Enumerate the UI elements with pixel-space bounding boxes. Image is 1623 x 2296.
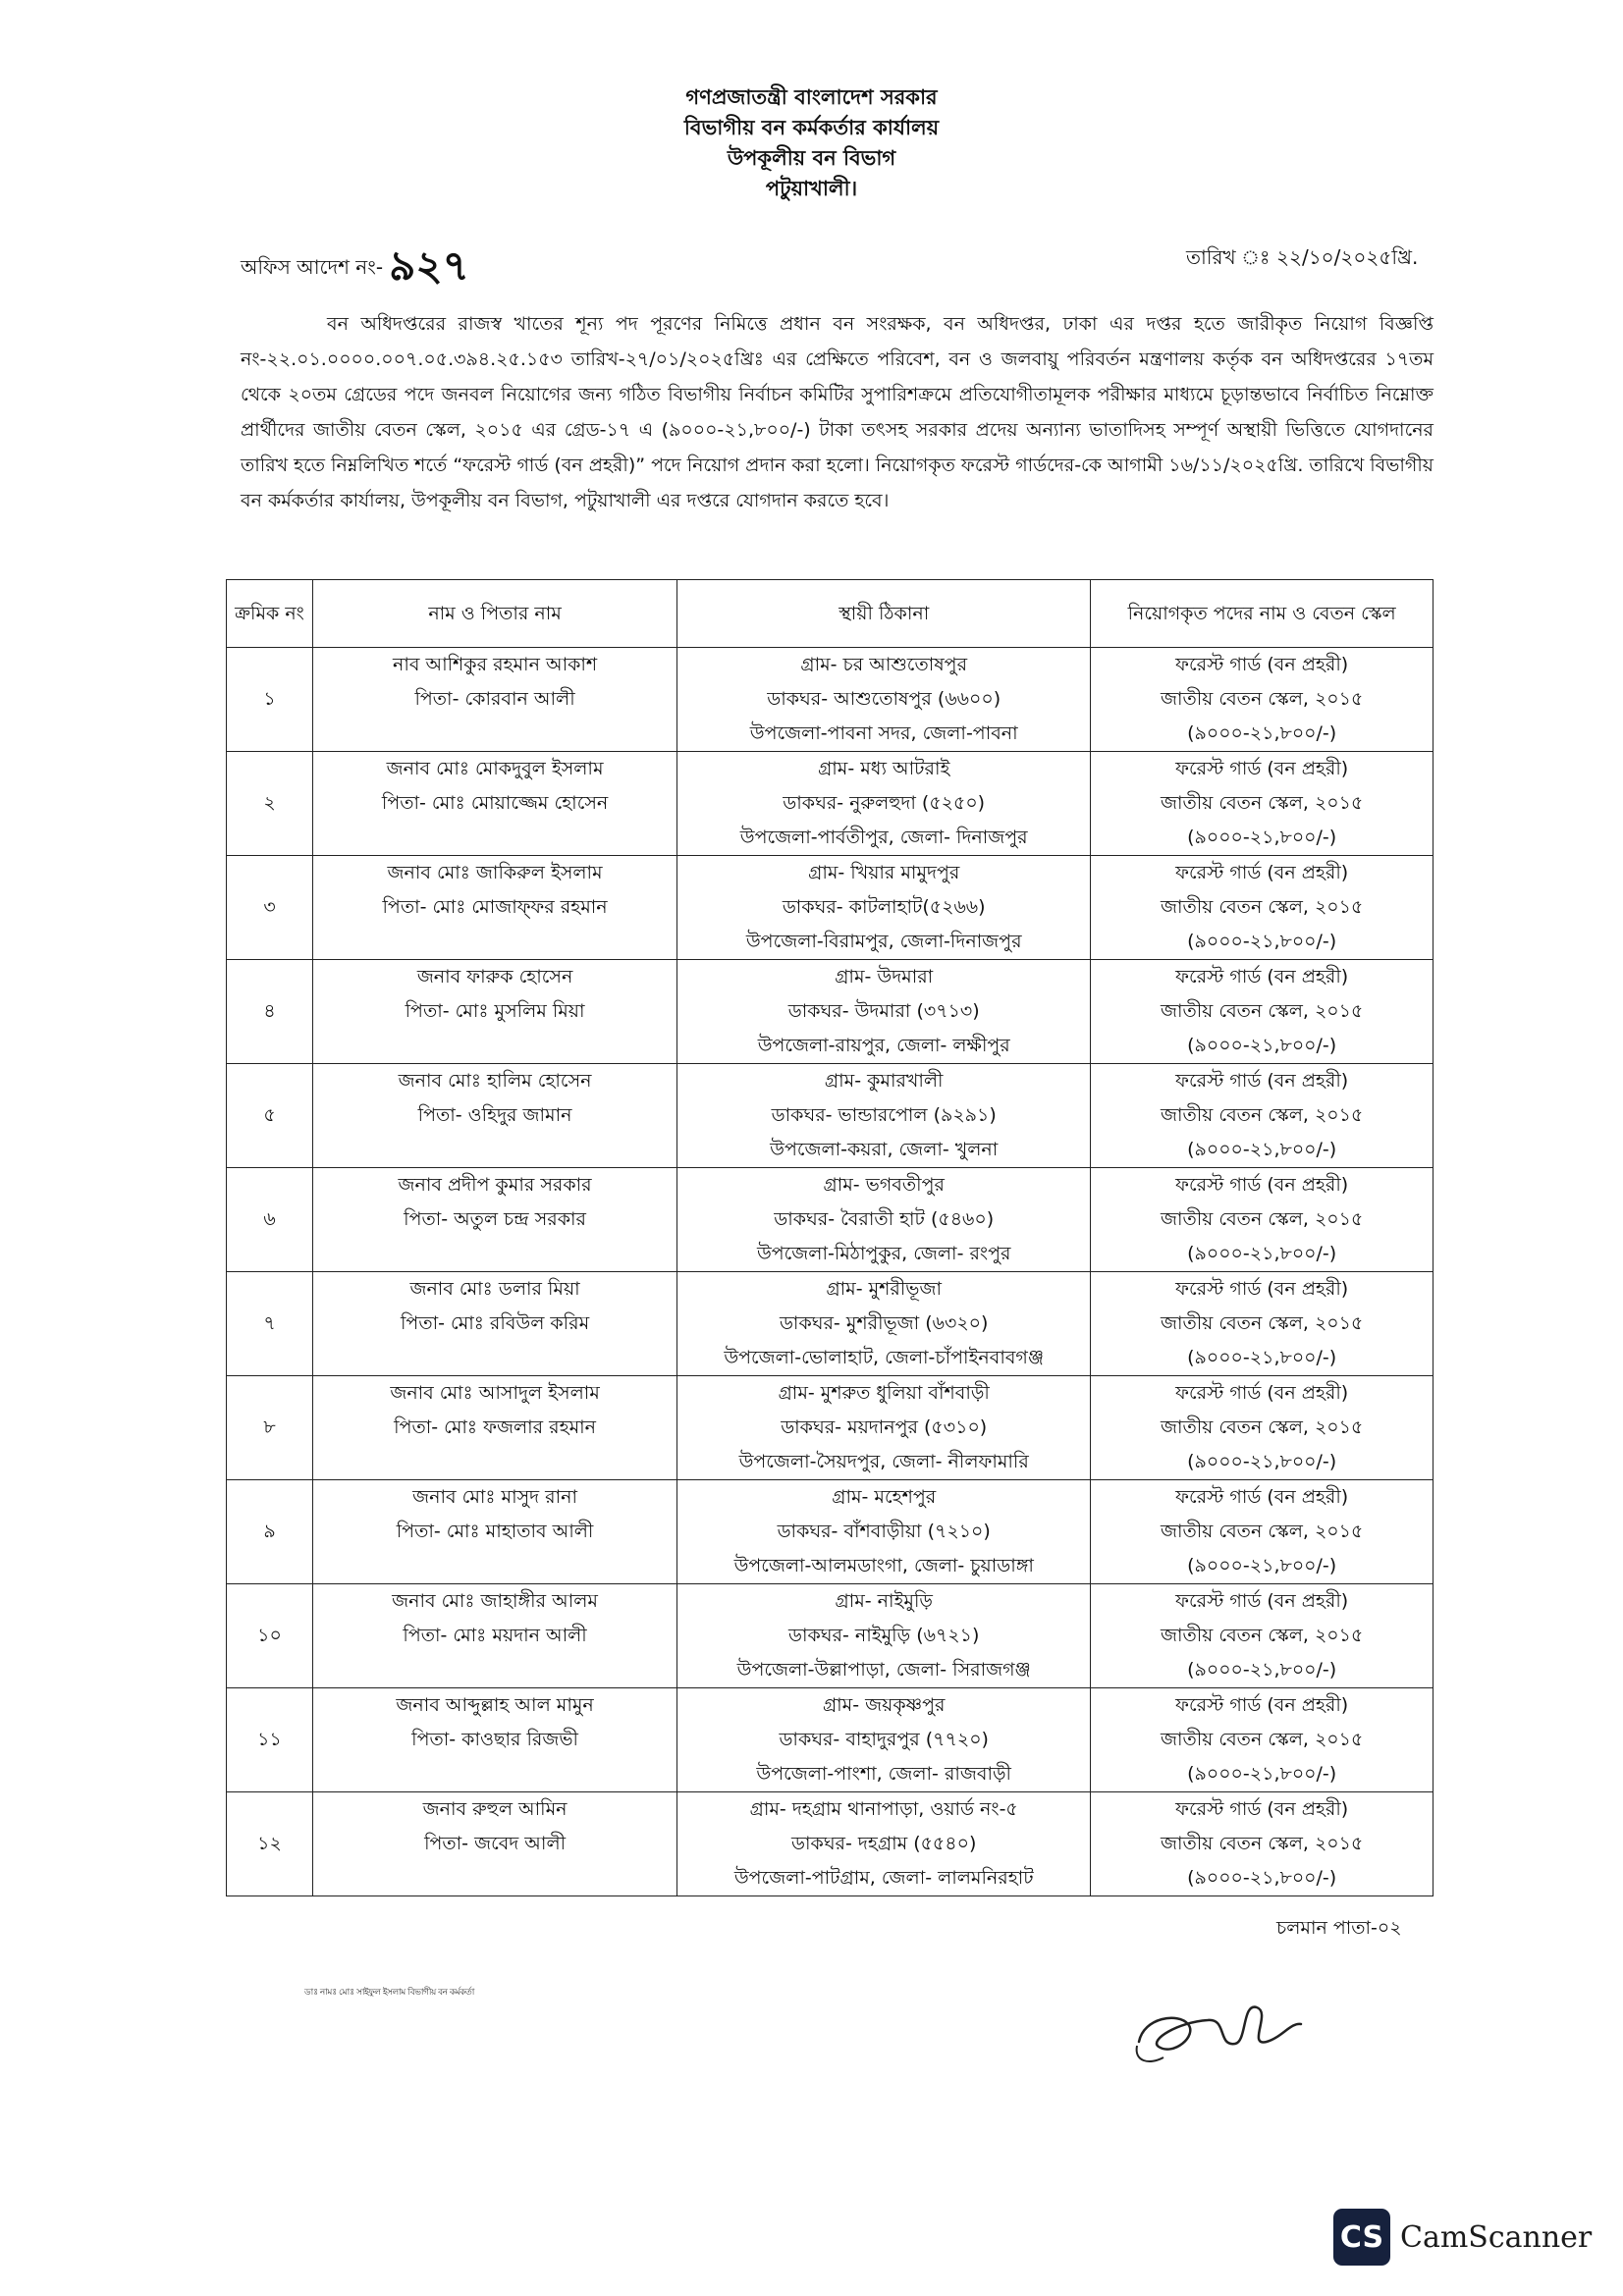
pay-range: (৯০০০-২১,৮০০/-) [1187,1867,1337,1889]
header-name: নাম ও পিতার নাম [313,580,677,648]
address-village: গ্রাম- মুশরুত ধুলিয়া বাঁশবাড়ী [778,1382,990,1404]
serial-number: ৭ [263,1312,276,1334]
father-name: পিতা- মোঃ ফজলার রহমান [394,1416,596,1438]
candidate-name: জনাব মোঃ জাহাঙ্গীর আলম [392,1590,598,1612]
table-row [227,1272,1434,1376]
name-cell [313,960,677,1064]
table-row [227,648,1434,752]
table-row [227,1792,1434,1896]
stamp-text: ডাঃ নামঃ মোঃ সাইফুল ইসলাম বিভাগীয় বন কর্মকর্তা [304,1988,474,1998]
name-cell [313,1272,677,1376]
address-cell [677,752,1091,856]
name-cell [313,1584,677,1688]
address-upazila: উপজেলা-মিঠাপুকুর, জেলা- রংপুর [756,1243,1011,1264]
address-post: ডাকঘর- মুশরীভূজা (৬৩২০) [779,1312,989,1334]
father-name: পিতা- মোঃ মোজাফ্‌ফর রহমান [382,896,608,918]
address-cell [677,1168,1091,1272]
father-name: পিতা- অতুল চন্দ্র সরকার [404,1208,586,1230]
father-name: পিতা- কাওছার রিজভী [411,1729,578,1750]
table-row [227,1688,1434,1792]
candidate-name: জনাব ফারুক হোসেন [416,966,573,988]
continued-page-note: চলমান পাতা-০২ [1276,1917,1402,1939]
name-cell [313,1168,677,1272]
address-post: ডাকঘর- উদমারা (৩৭১৩) [787,1000,980,1022]
address-upazila: উপজেলা-পাবনা সদর, জেলা-পাবনা [749,722,1018,744]
father-name: পিতা- জবেদ আলী [424,1833,567,1854]
serial-cell [227,1584,313,1688]
serial-number: ১০ [257,1625,282,1646]
pay-range: (৯০০০-২১,৮০০/-) [1187,1555,1337,1576]
camscanner-label: CamScanner [1400,2219,1593,2255]
candidate-name: জনাব রুহুল আমিন [422,1798,568,1820]
address-village: গ্রাম- মুশরীভূজা [826,1278,942,1300]
pay-scale: জাতীয় বেতন স্কেল, ২০১৫ [1160,1208,1364,1230]
division-name: উপকূলীয় বন বিভাগ [727,146,896,170]
pay-range: (৯০০০-২১,৮০০/-) [1187,722,1337,744]
address-post: ডাকঘর- বৈরাতী হাট (৫৪৬০) [774,1208,995,1230]
father-name: পিতা- মোঃ মোয়াজ্জেম হোসেন [381,792,609,814]
header-post-scale: নিয়োগকৃত পদের নাম ও বেতন স্কেল [1091,580,1434,648]
post-cell [1091,856,1434,960]
serial-cell [227,648,313,752]
address-post: ডাকঘর- নুরুলহুদা (৫২৫০) [783,792,986,814]
address-upazila: উপজেলা-উল্লাপাড়া, জেলা- সিরাজগঞ্জ [736,1659,1031,1681]
pay-range: (৯০০০-২১,৮০০/-) [1187,931,1337,952]
pay-scale: জাতীয় বেতন স্কেল, ২০১৫ [1160,1521,1364,1542]
serial-cell [227,1272,313,1376]
location-name: পটুয়াখালী। [765,177,858,200]
candidate-name: জনাব মোঃ জাকিরুল ইসলাম [387,862,603,883]
candidate-name: জনাব মোঃ ডলার মিয়া [409,1278,580,1300]
address-upazila: উপজেলা-বিরামপুর, জেলা-দিনাজপুর [745,931,1022,952]
address-upazila: উপজেলা-ভোলাহাট, জেলা-চাঁপাইনবাবগঞ্জ [724,1347,1045,1368]
serial-number: ৩ [263,896,276,918]
address-cell [677,960,1091,1064]
table-row [227,1064,1434,1168]
pay-scale: জাতীয় বেতন স্কেল, ২০১৫ [1160,1104,1364,1126]
serial-cell [227,752,313,856]
serial-cell [227,1688,313,1792]
father-name: পিতা- মোঃ ময়দান আলী [403,1625,587,1646]
pay-scale: জাতীয় বেতন স্কেল, ২০১৫ [1160,1416,1364,1438]
address-village: গ্রাম- জয়কৃষ্ণপুর [822,1694,946,1716]
name-cell [313,1480,677,1584]
pay-scale: জাতীয় বেতন স্কেল, ২০১৫ [1160,1312,1364,1334]
candidate-name: জনাব আব্দুল্লাহ আল মামুন [396,1694,594,1716]
address-post: ডাকঘর- ময়দানপুর (৫৩১০) [781,1416,988,1438]
address-village: গ্রাম- ভগবতীপুর [823,1174,945,1196]
letterhead [0,82,1623,204]
father-name: পিতা- মোঃ মাহাতাব আলী [396,1521,594,1542]
pay-scale: জাতীয় বেতন স্কেল, ২০১৫ [1160,1000,1364,1022]
serial-number: ৪ [263,1000,276,1022]
post-cell [1091,1792,1434,1896]
father-name: পিতা- ওহিদুর জামান [417,1104,572,1126]
office-name: বিভাগীয় বন কর্মকর্তার কার্যালয় [683,116,940,139]
serial-cell [227,1376,313,1480]
address-upazila: উপজেলা-কয়রা, জেলা- খুলনা [770,1139,999,1160]
pay-range: (৯০০০-২১,৮০০/-) [1187,1451,1337,1472]
name-cell [313,1688,677,1792]
pay-scale: জাতীয় বেতন স্কেল, ২০১৫ [1160,1833,1364,1854]
pay-scale: জাতীয় বেতন স্কেল, ২০১৫ [1160,896,1364,918]
table-row [227,752,1434,856]
candidate-name: জনাব মোঃ আসাদুল ইসলাম [390,1382,600,1404]
table-row [227,1480,1434,1584]
address-cell [677,1584,1091,1688]
post-cell [1091,648,1434,752]
address-upazila: উপজেলা-সৈয়দপুর, জেলা- নীলফামারি [738,1451,1029,1472]
serial-cell [227,1168,313,1272]
address-upazila: উপজেলা-পার্বতীপুর, জেলা- দিনাজপুর [739,827,1028,848]
post-cell [1091,1480,1434,1584]
post-cell [1091,1584,1434,1688]
order-label: অফিস আদেশ নং- [241,255,384,279]
office-order-number [241,234,469,303]
father-name: পিতা- মোঃ মুসলিম মিয়া [405,1000,585,1022]
candidate-name: জনাব মোঃ মাসুদ রানা [412,1486,577,1508]
post-cell [1091,1064,1434,1168]
address-post: ডাকঘর- নাইমুড়ি (৬৭২১) [788,1625,980,1646]
candidate-name: নাব আশিকুর রহমান আকাশ [392,654,598,675]
pay-scale: জাতীয় বেতন স্কেল, ২০১৫ [1160,688,1364,710]
serial-number: ২ [263,792,276,814]
name-cell [313,1792,677,1896]
post-name: ফরেস্ট গার্ড (বন প্রহরী) [1175,758,1349,779]
serial-number: ১ [263,688,276,710]
post-name: ফরেস্ট গার্ড (বন প্রহরী) [1175,1382,1349,1404]
address-village: গ্রাম- খিয়ার মামুদপুর [808,862,960,883]
father-name: পিতা- মোঃ রবিউল করিম [401,1312,590,1334]
name-cell [313,648,677,752]
candidate-name: জনাব প্রদীপ কুমার সরকার [398,1174,592,1196]
post-name: ফরেস্ট গার্ড (বন প্রহরী) [1175,1174,1349,1196]
table-row [227,1168,1434,1272]
address-post: ডাকঘর- ভান্ডারপোল (৯২৯১) [771,1104,997,1126]
post-cell [1091,752,1434,856]
post-cell [1091,960,1434,1064]
table-row [227,960,1434,1064]
pay-range: (৯০০০-২১,৮০০/-) [1187,1763,1337,1785]
camscanner-logo-icon: CS [1333,2209,1390,2266]
address-cell [677,648,1091,752]
serial-cell [227,1064,313,1168]
address-upazila: উপজেলা-পাটগ্রাম, জেলা- লালমনিরহাট [733,1867,1034,1889]
table-row [227,1584,1434,1688]
post-name: ফরেস্ট গার্ড (বন প্রহরী) [1175,654,1349,675]
pay-range: (৯০০০-২১,৮০০/-) [1187,827,1337,848]
pay-scale: জাতীয় বেতন স্কেল, ২০১৫ [1160,1625,1364,1646]
address-upazila: উপজেলা-রায়পুর, জেলা- লক্ষীপুর [757,1035,1010,1056]
pay-range: (৯০০০-২১,৮০০/-) [1187,1035,1337,1056]
serial-cell [227,960,313,1064]
candidate-name: জনাব মোঃ মোকদুবুল ইসলাম [386,758,604,779]
address-post: ডাকঘর- দহগ্রাম (৫৫৪০) [791,1833,977,1854]
address-cell [677,1688,1091,1792]
post-cell [1091,1168,1434,1272]
order-number-handwritten: ৯২৭ [389,241,469,290]
post-name: ফরেস্ট গার্ড (বন প্রহরী) [1175,1278,1349,1300]
pay-scale: জাতীয় বেতন স্কেল, ২০১৫ [1160,1729,1364,1750]
address-village: গ্রাম- মহেশপুর [832,1486,937,1508]
address-village: গ্রাম- দহগ্রাম থানাপাড়া, ওয়ার্ড নং-৫ [749,1798,1018,1820]
pay-range: (৯০০০-২১,৮০০/-) [1187,1659,1337,1681]
order-date: তারিখ ঃ ২২/১০/২০২৫খ্রি. [1186,245,1419,269]
address-village: গ্রাম- নাইমুড়ি [835,1590,933,1612]
candidate-name: জনাব মোঃ হালিম হোসেন [398,1070,592,1092]
pay-scale: জাতীয় বেতন স্কেল, ২০১৫ [1160,792,1364,814]
address-village: গ্রাম- কুমারখালী [824,1070,944,1092]
signature [1119,1963,1316,2081]
post-cell [1091,1376,1434,1480]
serial-number: ৮ [263,1416,276,1438]
serial-cell [227,1792,313,1896]
post-name: ফরেস্ট গার্ড (বন প্রহরী) [1175,862,1349,883]
order-body-paragraph: বন অধিদপ্তরের রাজস্ব খাতের শূন্য পদ পূরণের নিমিত্তে প্রধান বন সংরক্ষক, বন অধিদপ্তর, ঢাকা এর দপ্তর হতে জারীকৃত নিয়োগ বিজ্ঞপ্তি নং-২২.০১.০০০০.০০৭.০৫.৩৯৪.২৫.১৫৩ তারিখ-২৭/০১/২০২৫খ্রিঃ এর প্রেক্ষিতে পরিবেশ, বন ও জলবায়ু পরিবর্তন মন্ত্রণালয় কর্তৃক বন অধিদপ্তরের ১৭তম থেকে ২০তম গ্রেডের পদে জনবল নিয়োগের জন্য গঠিত বিভাগীয় নির্বাচন কমিটির সুপারিশক্রমে প্রতিযোগীতামূলক পরীক্ষার মাধ্যমে চূড়ান্তভাবে নির্বাচিত নিম্নোক্ত প্রার্থীদের জাতীয় বেতন স্কেল, ২০১৫ এর গ্রেড-১৭ এ (৯০০০-২১,৮০০/-) টাকা তৎসহ সরকার প্রদেয় অন্যান্য ভাতাদিসহ সম্পূর্ণ অস্থায়ী ভিত্তিতে যোগদানের তারিখ হতে নিম্নলিখিত শর্তে “ফরেস্ট গার্ড (বন প্রহরী)” পদে নিয়োগ প্রদান করা হলো। নিয়োগকৃত ফরেস্ট গার্ডদের-কে আগামী ১৬/১১/২০২৫খ্রি. তারিখে বিভাগীয় বন কর্মকর্তার কার্যালয়, উপকূলীয় বন বিভাগ, পটুয়াখালী এর দপ্তরে যোগদান করতে হবে। [241,313,1434,511]
address-post: ডাকঘর- বাহাদুরপুর (৭৭২০) [779,1729,989,1750]
address-cell [677,1064,1091,1168]
address-post: ডাকঘর- আশুতোষপুর (৬৬০০) [767,688,1001,710]
serial-cell [227,856,313,960]
post-name: ফরেস্ট গার্ড (বন প্রহরী) [1175,1694,1349,1716]
name-cell [313,856,677,960]
govt-name: গণপ্রজাতন্ত্রী বাংলাদেশ সরকার [685,85,938,109]
address-post: ডাকঘর- বাঁশবাড়ীয়া (৭২১০) [777,1521,991,1542]
post-cell [1091,1688,1434,1792]
post-name: ফরেস্ট গার্ড (বন প্রহরী) [1175,1590,1349,1612]
address-village: গ্রাম- চর আশুতোষপুর [800,654,968,675]
header-address: স্থায়ী ঠিকানা [677,580,1091,648]
serial-number: ৯ [263,1521,276,1542]
serial-number: ১১ [257,1729,282,1750]
post-name: ফরেস্ট গার্ড (বন প্রহরী) [1175,966,1349,988]
address-upazila: উপজেলা-পাংশা, জেলা- রাজবাড়ী [756,1763,1011,1785]
pay-range: (৯০০০-২১,৮০০/-) [1187,1347,1337,1368]
name-cell [313,1064,677,1168]
address-cell [677,1272,1091,1376]
post-name: ফরেস্ট গার্ড (বন প্রহরী) [1175,1798,1349,1820]
camscanner-watermark [1333,2209,1592,2266]
post-cell [1091,1272,1434,1376]
address-cell [677,1792,1091,1896]
header-serial: ক্রমিক নং [227,580,313,648]
pay-range: (৯০০০-২১,৮০০/-) [1187,1243,1337,1264]
address-village: গ্রাম- উদমারা [835,966,934,988]
address-cell [677,856,1091,960]
serial-number: ১২ [257,1833,282,1854]
address-cell [677,1480,1091,1584]
post-name: ফরেস্ট গার্ড (বন প্রহরী) [1175,1070,1349,1092]
appointee-table [226,579,1434,1896]
post-name: ফরেস্ট গার্ড (বন প্রহরী) [1175,1486,1349,1508]
serial-number: ৬ [263,1208,276,1230]
name-cell [313,752,677,856]
address-village: গ্রাম- মধ্য আটরাই [818,758,950,779]
serial-cell [227,1480,313,1584]
table-row [227,1376,1434,1480]
address-upazila: উপজেলা-আলমডাংগা, জেলা- চুয়াডাঙ্গা [733,1555,1034,1576]
name-cell [313,1376,677,1480]
table-row [227,856,1434,960]
serial-number: ৫ [263,1104,276,1126]
table-header-row [227,580,1434,648]
address-post: ডাকঘর- কাটলাহাট(৫২৬৬) [782,896,986,918]
address-cell [677,1376,1091,1480]
pay-range: (৯০০০-২১,৮০০/-) [1187,1139,1337,1160]
father-name: পিতা- কোরবান আলী [414,688,575,710]
